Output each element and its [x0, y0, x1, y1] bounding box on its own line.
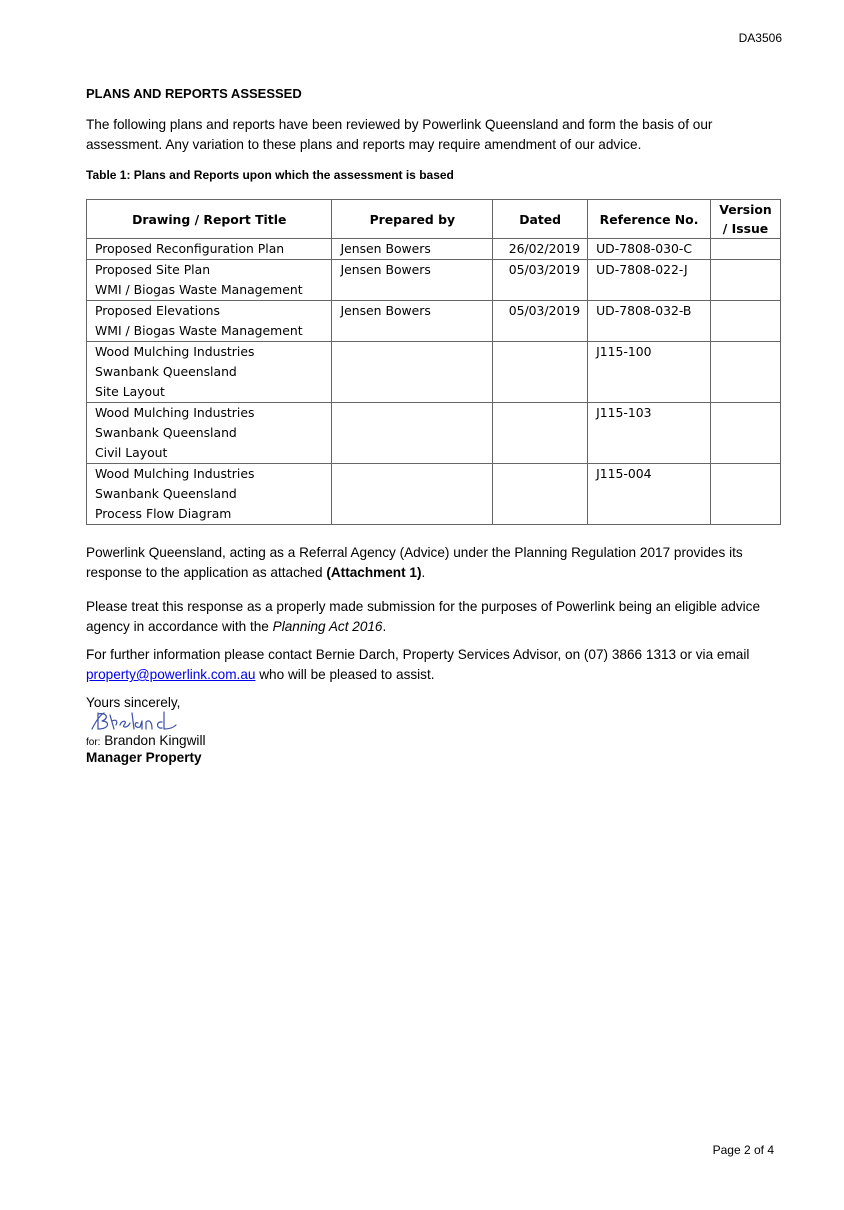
cell-prepared-by — [332, 403, 493, 464]
cell-dated — [493, 403, 588, 464]
for-label: for: — [86, 737, 101, 748]
header-prepared-by: Prepared by — [332, 200, 493, 239]
signatory-line — [86, 733, 206, 748]
section-heading: PLANS AND REPORTS ASSESSED — [86, 86, 302, 101]
contact-paragraph — [86, 645, 782, 685]
submission-end: . — [382, 619, 387, 634]
table-header-row — [87, 200, 781, 239]
title-line: Swanbank Queensland — [95, 425, 237, 440]
closing: Yours sincerely, — [86, 695, 181, 710]
table-row — [87, 403, 781, 464]
header-title: Drawing / Report Title — [87, 200, 332, 239]
cell-version — [710, 239, 780, 260]
cell-prepared-by — [332, 342, 493, 403]
cell-title — [87, 260, 332, 301]
signatory-name: Brandon Kingwill — [104, 733, 206, 748]
referral-paragraph — [86, 543, 782, 583]
contact-end: who will be pleased to assist. — [255, 667, 435, 682]
cell-dated: 05/03/2019 — [493, 301, 588, 342]
cell-title — [87, 403, 332, 464]
cell-prepared-by: Jensen Bowers — [332, 301, 493, 342]
table-caption: Table 1: Plans and Reports upon which the assessment is based — [86, 168, 454, 182]
cell-prepared-by: Jensen Bowers — [332, 260, 493, 301]
cell-reference: J115-100 — [588, 342, 711, 403]
cell-prepared-by — [332, 464, 493, 525]
submission-text: Please treat this response as a properly made submission for the purposes of Powerlink being an eligible advice agency in accordance with the — [86, 599, 761, 634]
cell-version — [710, 342, 780, 403]
title-line: Process Flow Diagram — [95, 506, 232, 521]
title-line: Proposed Site Plan — [95, 262, 211, 277]
title-line: Wood Mulching Industries — [95, 466, 255, 481]
cell-version — [710, 260, 780, 301]
table-row — [87, 260, 781, 301]
table-row — [87, 342, 781, 403]
plans-table — [86, 199, 781, 525]
title-line: Site Layout — [95, 384, 165, 399]
cell-prepared-by: Jensen Bowers — [332, 239, 493, 260]
plans-table-body — [87, 239, 781, 525]
cell-title — [87, 342, 332, 403]
header-dated: Dated — [493, 200, 588, 239]
table-row — [87, 301, 781, 342]
title-line: Proposed Elevations — [95, 303, 220, 318]
signature-image — [88, 709, 180, 733]
cell-dated: 26/02/2019 — [493, 239, 588, 260]
header-reference: Reference No. — [588, 200, 711, 239]
signatory-title: Manager Property — [86, 750, 202, 765]
title-line: Wood Mulching Industries — [95, 344, 255, 359]
email-link[interactable]: property@powerlink.com.au — [86, 667, 256, 682]
header-version: Version / Issue — [710, 200, 780, 239]
submission-paragraph — [86, 597, 782, 637]
planning-act: Planning Act 2016 — [272, 619, 383, 634]
page-number: Page 2 of 4 — [712, 1143, 774, 1157]
cell-title — [87, 464, 332, 525]
document-reference: DA3506 — [738, 31, 782, 45]
cell-title — [87, 239, 332, 260]
cell-reference: J115-103 — [588, 403, 711, 464]
table-row — [87, 464, 781, 525]
cell-dated: 05/03/2019 — [493, 260, 588, 301]
cell-dated — [493, 342, 588, 403]
title-line: Civil Layout — [95, 445, 168, 460]
cell-version — [710, 301, 780, 342]
cell-reference: UD-7808-030-C — [588, 239, 711, 260]
contact-text: For further information please contact Bernie Darch, Property Services Advisor, on (07) 3866 1313 or via email — [86, 647, 750, 662]
cell-version — [710, 464, 780, 525]
title-line: Swanbank Queensland — [95, 364, 237, 379]
cell-title — [87, 301, 332, 342]
cell-version — [710, 403, 780, 464]
title-line: Wood Mulching Industries — [95, 405, 255, 420]
title-line: WMI / Biogas Waste Management — [95, 282, 303, 297]
cell-reference: J115-004 — [588, 464, 711, 525]
title-line: Swanbank Queensland — [95, 486, 237, 501]
intro-paragraph: The following plans and reports have been reviewed by Powerlink Queensland and form the basis of our assessment. Any variation to these plans and reports may require amendment of our advice. — [86, 117, 713, 152]
cell-reference: UD-7808-032-B — [588, 301, 711, 342]
title-line: WMI / Biogas Waste Management — [95, 323, 303, 338]
title-line: Proposed Reconfiguration Plan — [95, 241, 285, 256]
attachment-reference: (Attachment 1) — [326, 565, 422, 580]
referral-text: Powerlink Queensland, acting as a Referral Agency (Advice) under the Planning Regulation 2017 provides its response to the application as attached — [86, 545, 743, 580]
cell-dated — [493, 464, 588, 525]
referral-end: . — [421, 565, 426, 580]
table-row — [87, 239, 781, 260]
cell-reference: UD-7808-022-J — [588, 260, 711, 301]
